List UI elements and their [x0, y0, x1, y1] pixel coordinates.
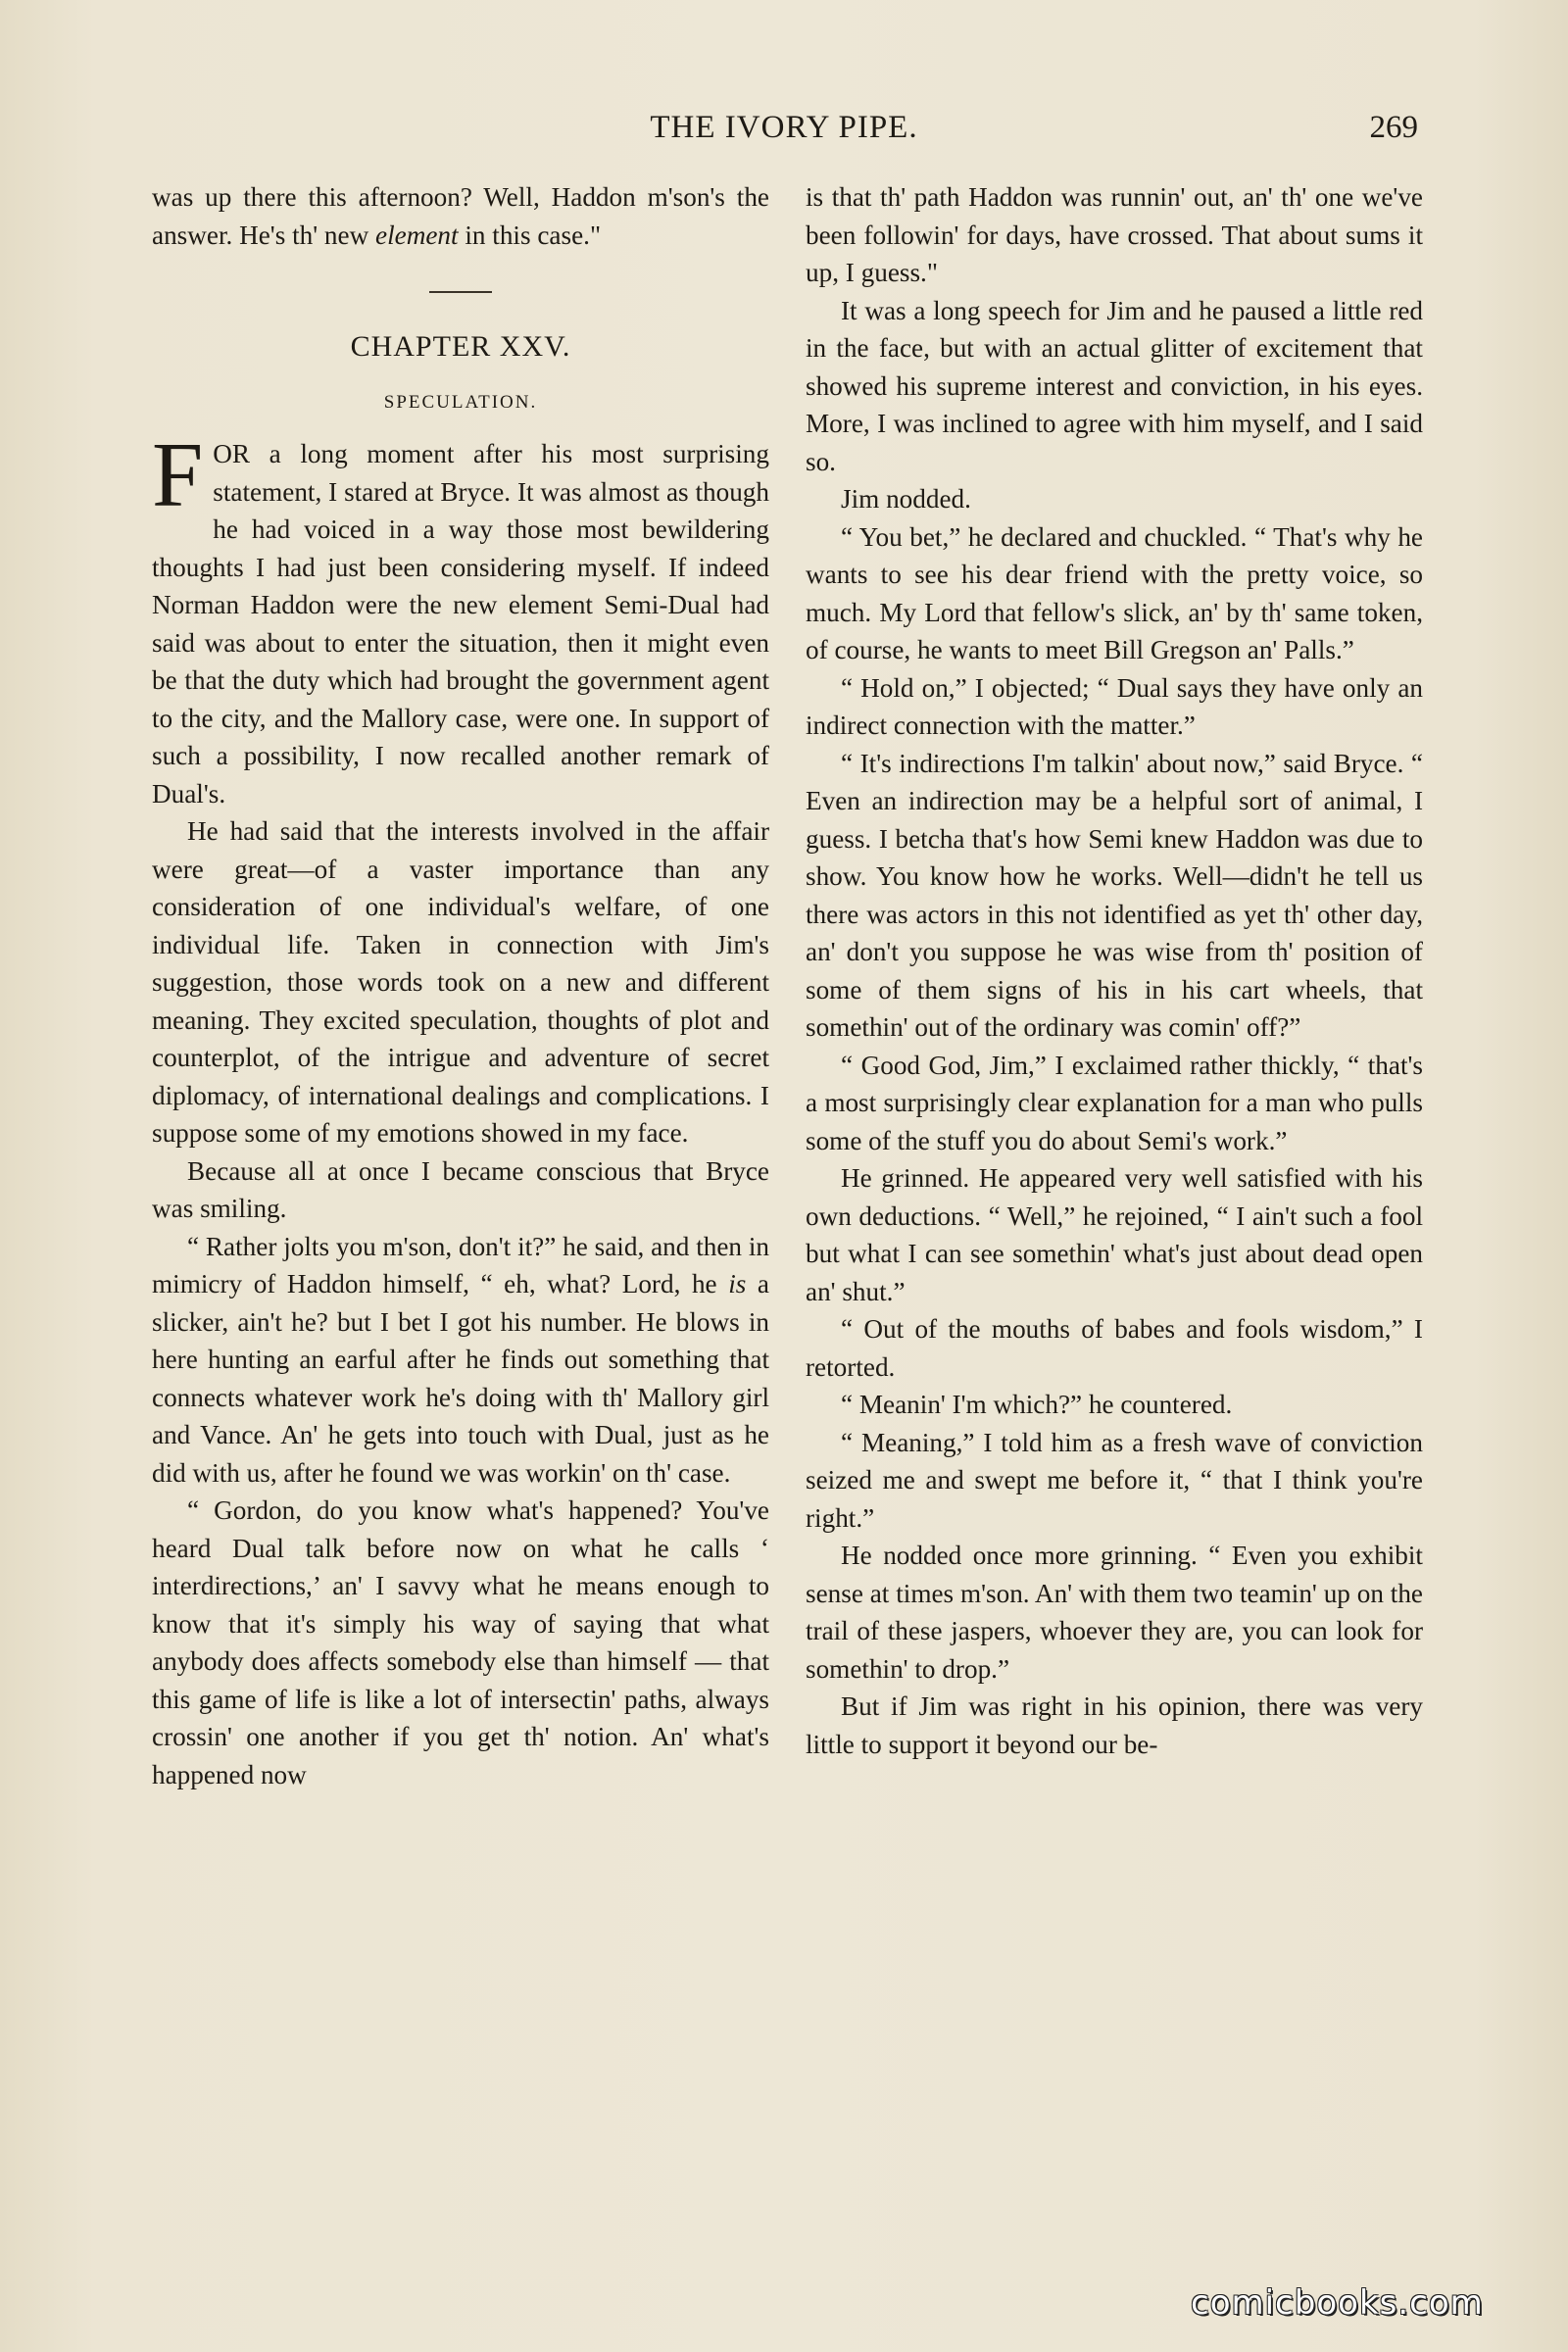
- paragraph: is that th' path Haddon was runnin' out, an' th' one we've been followin' for days, have crossed. That about sums it up, I guess.": [806, 182, 1423, 287]
- running-header: [0, 110, 1568, 153]
- paragraph: “ Gordon, do you know what's happened? You've heard Dual talk before now on what he calls ‘ interdirections,’ an' I savvy what he means enough to know that it's simply his way of saying that what anybody does affects somebody else than himself — that this game of life is like a lot of intersectin' paths, always crossin' one another if you get th' notion. An' what's happened now: [152, 1495, 769, 1789]
- paragraph: He nodded once more grinning. “ Even you exhibit sense at times m'son. An' with them two teamin' up on the trail of these jaspers, whoever they are, you can look for somethin' to drop.”: [806, 1541, 1423, 1684]
- paragraph: Jim nodded.: [841, 484, 971, 514]
- paragraph: Because all at once I became conscious that Bryce was smiling.: [152, 1155, 769, 1223]
- paragraph: was up there this afternoon? Well, Haddon m'son's the answer. He's th' new element in this case.": [152, 182, 769, 250]
- paragraph: “ Meaning,” I told him as a fresh wave of conviction seized me and swept me before it, “ that I think you're right.”: [806, 1427, 1423, 1533]
- page-number: 269: [1369, 110, 1418, 145]
- paragraph: He had said that the interests involved in the affair were great—of a vaster importance than any consideration of one individual's welfare, of one individual life. Taken in connection with Jim's suggestion, those words took on a new and different meaning. They excited speculation, thoughts of plot and counterplot, of the intrigue and adventure of secret diplomacy, of international dealings and complications. I suppose some of my emotions showed in my face.: [152, 816, 769, 1148]
- chapter-title: CHAPTER XXV.: [350, 330, 571, 363]
- section-divider: [429, 291, 492, 293]
- paragraph: He grinned. He appeared very well satisfied with his own deductions. “ Well,” he rejoined, “ I ain't such a fool but what I can see somethin' what's just about dead open an' shut.”: [806, 1163, 1423, 1306]
- paragraph-opening: FOR a long moment after his most surprising statement, I stared at Bryce. It was almost as though he had voiced in a way those most bewildering thoughts I had just been considering myself. If indeed Norman Haddon were the new element Semi-Dual had said was about to enter the situation, then it might even be that the duty which had brought the government agent to the city, and the Mallory case, were one. In support of such a possibility, I now recalled another remark of Dual's.: [152, 424, 769, 808]
- site-watermark: comicbooks.com: [1191, 2283, 1484, 2323]
- running-title: THE IVORY PIPE.: [650, 110, 918, 145]
- paragraph: It was a long speech for Jim and he paused a little red in the face, but with an actual glitter of excitement that showed his supreme interest and conviction, in his eyes. More, I was inclined to agree with him myself, and I said so.: [806, 295, 1423, 476]
- paragraph: “ Rather jolts you m'son, don't it?” he said, and then in mimicry of Haddon himself, “ eh, what? Lord, he is a slicker, ain't he? but I bet I got his number. He blows in here hunting an earful after he finds out something that connects whatever work he's doing with th' Mallory girl and Vance. An' he gets into touch with Dual, just as he did with us, after he found we was workin' on th' case.: [152, 1231, 769, 1488]
- left-column: [152, 178, 769, 1793]
- paragraph: “ Good God, Jim,” I exclaimed rather thickly, “ that's a most surprisingly clear explanation for a man who pulls some of the stuff you do about Semi's work.”: [806, 1050, 1423, 1155]
- drop-cap: F: [152, 424, 204, 526]
- paragraph: “ Hold on,” I objected; “ Dual says they have only an indirect connection with the matter.”: [806, 672, 1423, 740]
- chapter-subtitle: SPECULATION.: [383, 391, 538, 413]
- right-column: [806, 178, 1423, 1763]
- paragraph: “ It's indirections I'm talkin' about now,” said Bryce. “ Even an indirection may be a helpful sort of animal, I guess. I betcha that's how Semi knew Haddon was due to show. You know how he works. Well—didn't he tell us there was actors in this not identified as yet th' other day, an' don't you suppose he was wise from th' position of some of them signs of his in his cart wheels, that somethin' out of the ordinary was comin' off?”: [806, 748, 1423, 1042]
- paragraph: “ You bet,” he declared and chuckled. “ That's why he wants to see his dear friend with the pretty voice, so much. My Lord that fellow's slick, an' by th' same token, of course, he wants to meet Bill Gregson an' Palls.”: [806, 521, 1423, 664]
- paragraph: But if Jim was right in his opinion, there was very little to support it beyond our be-: [806, 1691, 1423, 1759]
- paragraph: “ Out of the mouths of babes and fools wisdom,” I retorted.: [806, 1314, 1423, 1382]
- paragraph: “ Meanin' I'm which?” he countered.: [841, 1390, 1233, 1419]
